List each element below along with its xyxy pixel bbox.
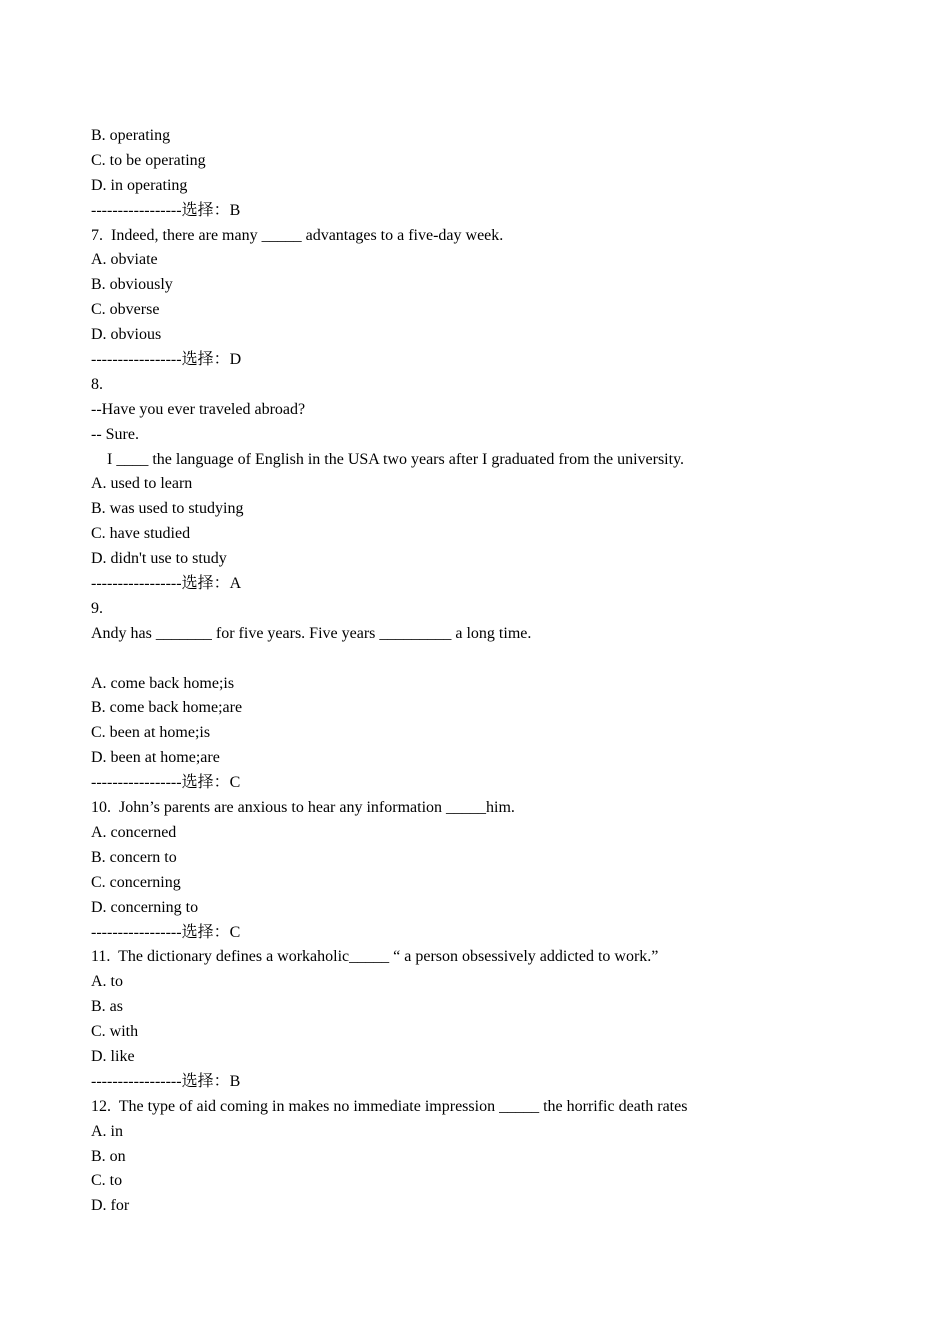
question-line: 10. John’s parents are anxious to hear any information _____him.	[91, 799, 515, 817]
option-line: C. to be operating	[91, 151, 206, 169]
question-line: --Have you ever traveled abroad?	[91, 400, 306, 418]
option-line: B. was used to studying	[91, 500, 244, 518]
option-line: D. concerning to	[91, 898, 199, 916]
answer-line: -----------------选择：B	[91, 201, 241, 219]
option-line: B. operating	[91, 127, 171, 144]
option-line: D. been at home;are	[91, 749, 220, 767]
option-line: C. with	[91, 1023, 139, 1041]
option-line: B. come back home;are	[91, 699, 243, 717]
option-line: A. obviate	[91, 251, 158, 269]
option-line: C. been at home;is	[91, 724, 211, 742]
option-line: C. to	[91, 1172, 123, 1190]
question-line: 12. The type of aid coming in makes no immediate impression _____ the horrific death rates	[91, 1097, 688, 1115]
document-body	[91, 124, 871, 1219]
question-line: 7. Indeed, there are many _____ advantages to a five-day week.	[91, 226, 504, 244]
option-line: A. used to learn	[91, 475, 193, 493]
option-line: B. on	[91, 1147, 126, 1165]
option-line: A. in	[91, 1122, 123, 1140]
option-line: B. obviously	[91, 276, 173, 294]
question-line: Andy has _______ for five years. Five years _________ a long time.	[91, 624, 532, 642]
answer-line: -----------------选择：D	[91, 351, 242, 369]
answer-line: -----------------选择：C	[91, 774, 241, 792]
question-line: -- Sure.	[91, 425, 139, 443]
answer-line: -----------------选择：A	[91, 575, 242, 593]
option-line: D. for	[91, 1197, 130, 1215]
question-line: 11. The dictionary defines a workaholic_____ “ a person obsessively addicted to work.”	[91, 948, 659, 966]
question-number: 8.	[91, 375, 103, 393]
option-line: D. like	[91, 1047, 135, 1065]
option-line: D. obvious	[91, 326, 162, 344]
option-line: B. concern to	[91, 848, 177, 866]
option-line: A. concerned	[91, 823, 177, 841]
option-line: C. have studied	[91, 525, 191, 543]
option-line: B. as	[91, 998, 123, 1016]
question-line: I ____ the language of English in the USA two years after I graduated from the university.	[91, 450, 685, 468]
option-line: C. concerning	[91, 873, 181, 891]
blank-line	[91, 647, 871, 672]
option-line: A. to	[91, 973, 123, 991]
question-number: 9.	[91, 599, 103, 617]
answer-line: -----------------选择：C	[91, 923, 241, 941]
option-line: D. in operating	[91, 176, 188, 194]
option-line: C. obverse	[91, 301, 160, 319]
answer-line: -----------------选择：B	[91, 1072, 241, 1090]
option-line: D. didn't use to study	[91, 550, 227, 568]
option-line: A. come back home;is	[91, 674, 235, 692]
